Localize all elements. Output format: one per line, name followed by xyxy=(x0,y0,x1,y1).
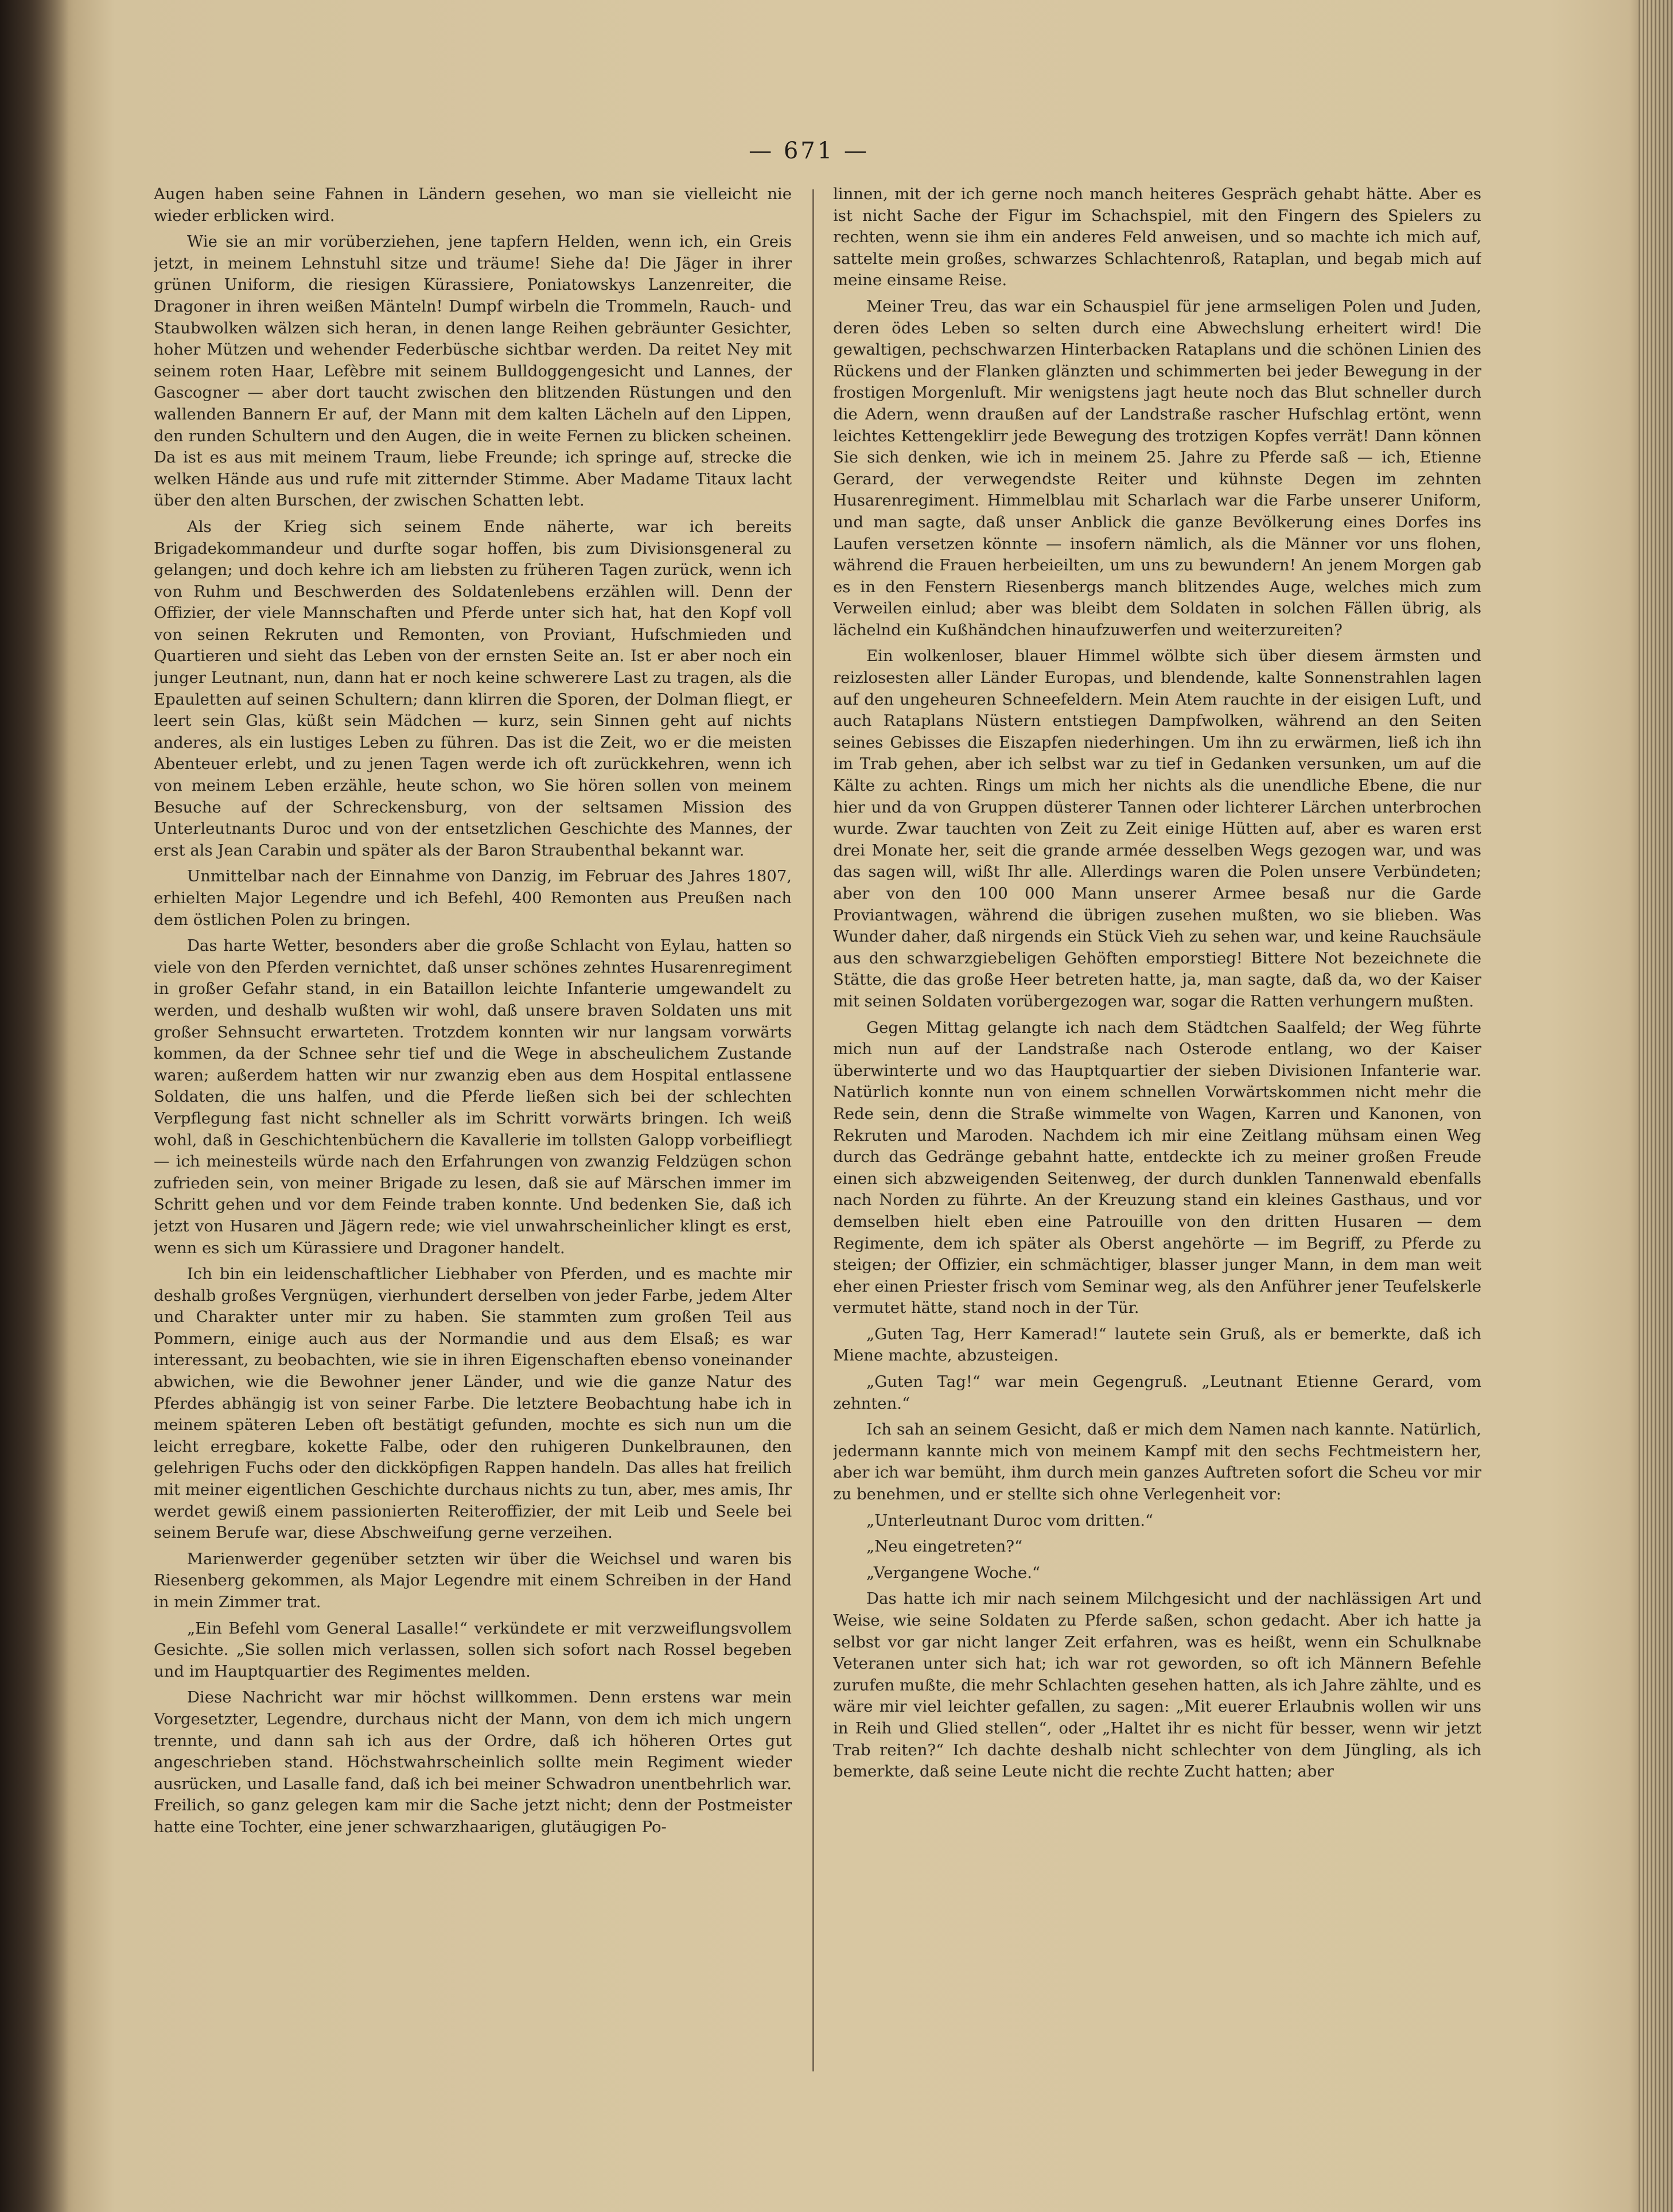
paragraph: Diese Nachricht war mir höchst willkommen. Denn erstens war mein Vorgesetzter, Legendre, durchaus nicht der Mann, von dem ich mich ungern trennte, und dann sah ich aus der Ordre, daß ich höheren Ortes gut angeschrieben stand. Höchstwahrscheinlich sollte mein Regiment wieder ausrücken, und Lasalle fand, daß ich bei meiner Schwadron unentbehrlich war. Freilich, so ganz gelegen kam mir die Sache jetzt nicht; denn der Postmeister hatte eine Tochter, eine jener schwarzhaarigen, glutäugigen Po- xyxy=(154,1688,792,1836)
paragraph: Das harte Wetter, besonders aber die große Schlacht von Eylau, hatten so viele von den Pferden vernichtet, daß unser schönes zehntes Husarenregiment in großer Gefahr stand, in ein Bataillon leichte Infanterie umgewandelt zu werden, und deshalb wußten wir wohl, daß unsere braven Soldaten uns mit großer Sehnsucht erwarteten. Trotzdem konnten wir nur langsam vorwärts kommen, da der Schnee sehr tief und die Wege in abscheulichem Zustande waren; außerdem hatten wir nur zwanzig eben aus dem Hospital entlassene Soldaten, die uns halfen, und die Pferde ließen sich bei der schlechten Verpflegung fast nicht schneller als im Schritt vorwärts bringen. Ich weiß wohl, daß in Geschichtenbüchern die Kavallerie im tollsten Galopp vorbeifliegt — ich meinesteils würde nach den Erfahrungen von zwanzig Feldzügen schon zufrieden sein, von meiner Brigade zu lesen, daß sie auf Märschen immer im Schritt gehen und vor dem Feinde traben konnte. Und bedenken Sie, daß ich jetzt von Husaren und Jägern rede; wie viel unwahrscheinlicher klingt es erst, wenn es sich um Kürassiere und Dragoner handelt. xyxy=(154,936,792,1257)
column-divider xyxy=(812,189,814,2071)
paragraph: Meiner Treu, das war ein Schauspiel für jene armseligen Polen und Juden, deren ödes Leben so selten durch eine Abwechslung erheitert wird! Die gewaltigen, pechschwarzen Hinterbacken Rataplans und die schönen Linien des Rückens und der Flanken glänzten und schimmerten bei jeder Bewegung in der frostigen Morgenluft. Mir wenigstens jagt heute noch das Blut schneller durch die Adern, wenn draußen auf der Landstraße rascher Hufschlag ertönt, wenn leichtes Kettengeklirr jede Bewegung des trotzigen Kopfes verrät! Dann können Sie sich denken, wie ich in meinem 25. Jahre zu Pferde saß — ich, Etienne Gerard, der verwegendste Reiter und kühnste Degen im zehnten Husarenregiment. Himmelblau mit Scharlach war die Farbe unserer Uniform, und man sagte, daß unser Anblick die ganze Bevölkerung eines Dorfes ins Laufen versetzen könnte — insofern nämlich, als die Männer vor uns flohen, während die Frauen herbeieilten, um uns zu bewundern! An jenem Morgen gab es in den Fenstern Riesenbergs manch blitzendes Auge, welches mich zum Verweilen einlud; aber was bleibt dem Soldaten in solchen Fällen übrig, als lächelnd ein Kußhändchen hinaufzuwerfen und weiterzureiten? xyxy=(833,297,1481,639)
paragraph: „Ein Befehl vom General Lasalle!“ verkündete er mit verzweiflungsvollem Gesichte. „Sie sollen mich verlassen, sollen sich sofort nach Rossel begeben und im Hauptquartier des Regimentes melden. xyxy=(154,1619,792,1681)
paragraph: Augen haben seine Fahnen in Ländern gesehen, wo man sie vielleicht nie wieder erblicken wird. xyxy=(154,185,792,225)
paragraph: Das hatte ich mir nach seinem Milchgesicht und der nachlässigen Art und Weise, wie seine Soldaten zu Pferde saßen, schon gedacht. Aber ich hatte ja selbst vor gar nicht langer Zeit erfahren, was es heißt, wenn ein Schulknabe Veteranen unter sich hat; ich war rot geworden, so oft ich Männern Befehle zurufen mußte, die mehr Schlachten gesehen hatten, als ich Jahre zählte, und es wäre mir viel leichter gefallen, zu sagen: „Mit euerer Erlaubnis wollen wir uns in Reih und Glied stellen“, oder „Haltet ihr es nicht für besser, wenn wir jetzt Trab reiten?“ Ich dachte deshalb nicht schlechter von dem Jüngling, als ich bemerkte, daß seine Leute nicht die rechte Zucht hatten; aber xyxy=(833,1589,1481,1781)
page-number: — 671 — xyxy=(749,138,869,164)
paragraph: Ich bin ein leidenschaftlicher Liebhaber von Pferden, und es machte mir deshalb großes Vergnügen, vierhundert derselben von jeder Farbe, jedem Alter und Charakter unter mir zu haben. Sie stammten zum großen Teil aus Pommern, einige auch aus der Normandie und aus dem Elsaß; es war interessant, zu beobachten, wie sie in ihren Eigenschaften ebenso voneinander abwichen, wie die Bewohner jener Länder, und wie die ganze Natur des Pferdes abhängig ist von seiner Farbe. Die letztere Beobachtung habe ich in meinem späteren Leben oft bestätigt gefunden, mochte es sich nun um die leicht erregbare, kokette Falbe, oder den ruhigeren Dunkelbraunen, den gelehrigen Fuchs oder den dickköpfigen Rappen handeln. Das alles hat freilich mit meiner eigentlichen Geschichte durchaus nichts zu tun, aber, mes amis, Ihr werdet gewiß einem passionierten Reiteroffizier, der mit Leib und Seele bei seinem Berufe war, diese Abschweifung gerne verzeihen. xyxy=(154,1265,792,1542)
paragraph: Unmittelbar nach der Einnahme von Danzig, im Februar des Jahres 1807, erhielten Major Legendre und ich Befehl, 400 Remonten aus Preußen nach dem östlichen Polen zu bringen. xyxy=(154,867,792,929)
paragraph: „Guten Tag!“ war mein Gegengruß. „Leutnant Etienne Gerard, vom zehnten.“ xyxy=(833,1373,1481,1413)
paragraph: Marienwerder gegenüber setzten wir über die Weichsel und waren bis Riesenberg gekommen, als Major Legendre mit einem Schreiben in der Hand in mein Zimmer trat. xyxy=(154,1549,792,1611)
paragraph: „Guten Tag, Herr Kamerad!“ lautete sein Gruß, als er bemerkte, daß ich Miene machte, abzusteigen. xyxy=(833,1324,1481,1365)
book-spine-shadow xyxy=(0,0,69,2212)
left-column xyxy=(154,184,792,2077)
page-edges xyxy=(1639,0,1673,2212)
paragraph: „Vergangene Woche.“ xyxy=(866,1563,1040,1582)
paragraph: Wie sie an mir vorüberziehen, jene tapfern Helden, wenn ich, ein Greis jetzt, in meinem Lehnstuhl sitze und träume! Siehe da! Die Jäger in ihrer grünen Uniform, die riesigen Kürassiere, Poniatowskys Lanzenreiter, die Dragoner in ihren weißen Mänteln! Dumpf wirbeln die Trommeln, Rauch- und Staubwolken wälzen sich heran, in denen lange Reihen gebräunter Gesichter, hoher Mützen und wehender Federbüsche sichtbar werden. Da reitet Ney mit seinem roten Haar, Lefèbre mit seinem Bulldoggengesicht und Lannes, der Gascogner — aber dort taucht zwischen den blitzenden Rüstungen und den wallenden Bannern Er auf, der Mann mit dem kalten Lächeln auf den Lippen, den runden Schultern und den Augen, die in weite Fernen zu blicken scheinen. Da ist es aus mit meinem Traum, liebe Freunde; ich springe auf, strecke die welken Hände aus und rufe mit zitternder Stimme. Aber Madame Titaux lacht über den alten Burschen, der zwischen Schatten lebt. xyxy=(154,232,792,510)
paragraph: „Neu eingetreten?“ xyxy=(866,1537,1023,1556)
paragraph: linnen, mit der ich gerne noch manch heiteres Gespräch gehabt hätte. Aber es ist nicht Sache der Figur im Schachspiel, mit den Fingern des Spielers zu rechten, wenn sie ihm ein anderes Feld anweisen, und so machte ich mich auf, sattelte mein großes, schwarzes Schlachtenroß, Rataplan, und begab mich auf meine einsame Reise. xyxy=(833,185,1481,290)
paragraph: Ein wolkenloser, blauer Himmel wölbte sich über diesem ärmsten und reizlosesten aller Länder Europas, und blendende, kalte Sonnenstrahlen lagen auf den ungeheuren Schneefeldern. Mein Atem rauchte in der eisigen Luft, und auch Rataplans Nüstern entstiegen Dampfwolken, während an den Seiten seines Gebisses die Eiszapfen niederhingen. Um ihn zu erwärmen, ließ ich ihn im Trab gehen, aber ich selbst war zu tief in Gedanken versunken, um auf die Kälte zu achten. Rings um mich her nichts als die unendliche Ebene, die nur hier und da von Gruppen düsterer Tannen oder lichterer Lärchen unterbrochen wurde. Zwar tauchten von Zeit zu Zeit einige Hütten auf, aber es waren erst drei Monate her, seit die grande armée desselben Wegs gezogen war, und was das sagen will, wißt Ihr alle. Allerdings waren die Polen unsere Verbündeten; aber von den 100 000 Mann unserer Armee besaß nur die Garde Proviantwagen, während die übrigen zusehen mußten, wo sie blieben. Was Wunder daher, daß nirgends ein Stück Vieh zu sehen war, und keine Rauchsäule aus den schwarzgiebeligen Gehöften emporstieg! Bittere Not bezeichnete die Stätte, die das große Heer betreten hatte, ja, man sagte, daß da, wo der Kaiser mit seinen Soldaten vorübergezogen war, sogar die Ratten verhungern mußten. xyxy=(833,647,1481,1010)
paragraph: Ich sah an seinem Gesicht, daß er mich dem Namen nach kannte. Natürlich, jedermann kannte mich von meinem Kampf mit den sechs Fechtmeistern her, aber ich war bemüht, ihm durch mein ganzes Auftreten sofort die Scheu vor mir zu benehmen, und er stellte sich ohne Verlegenheit vor: xyxy=(833,1420,1481,1504)
paragraph: „Unterleutnant Duroc vom dritten.“ xyxy=(866,1511,1153,1530)
paragraph: Als der Krieg sich seinem Ende näherte, war ich bereits Brigadekommandeur und durfte sogar hoffen, bis zum Divisionsgeneral zu gelangen; und doch kehre ich am liebsten zu früheren Tagen zurück, wenn ich von Ruhm und Beschwerden des Soldatenlebens erzählen will. Denn der Offizier, der viele Mannschaften und Pferde unter sich hat, hat den Kopf voll von seinen Rekruten und Remonten, von Proviant, Hufschmieden und Quartieren und sieht das Leben von der ernsten Seite an. Ist er aber noch ein junger Leutnant, nun, dann hat er noch keine schwerere Last zu tragen, als die Epauletten auf seinen Schultern; dann klirren die Sporen, der Dolman fliegt, er leert sein Glas, küßt sein Mädchen — kurz, sein Sinnen geht auf nichts anderes, als ein lustiges Leben zu führen. Das ist die Zeit, wo er die meisten Abenteuer erlebt, und zu jenen Tagen werde ich oft zurückkehren, wenn ich von meinem Leben erzähle, heute schon, wo Sie hören sollen von meinem Besuche auf der Schreckensburg, von der seltsamen Mission des Unterleutnants Duroc und von der entsetzlichen Geschichte des Mannes, der erst als Jean Carabin und später als der Baron Straubenthal bekannt war. xyxy=(154,517,792,860)
right-column xyxy=(833,184,1481,2077)
paragraph: Gegen Mittag gelangte ich nach dem Städtchen Saalfeld; der Weg führte mich nun auf der Landstraße nach Osterode entlang, wo der Kaiser überwinterte und wo das Hauptquartier der sieben Divisionen Infanterie war. Natürlich konnte nun von einem schnellen Vorwärtskommen nicht mehr die Rede sein, denn die Straße wimmelte von Wagen, Karren und Kanonen, von Rekruten und Maroden. Nachdem ich mir eine Zeitlang mühsam einen Weg durch das Gedränge gebahnt hatte, entdeckte ich zu meiner großen Freude einen sich abzweigenden Seitenweg, der durch dunklen Tannenwald ebenfalls nach Norden zu führte. An der Kreuzung stand ein kleines Gasthaus, und vor demselben hielt eben eine Patrouille von den dritten Husaren — dem Regimente, dem ich später als Oberst angehörte — im Begriff, zu Pferde zu steigen; der Offizier, ein schmächtiger, blasser junger Mann, in dem man weit eher einen Priester frisch vom Seminar weg, als den Anführer jener Teufelskerle vermutet hätte, stand noch in der Tür. xyxy=(833,1018,1481,1317)
